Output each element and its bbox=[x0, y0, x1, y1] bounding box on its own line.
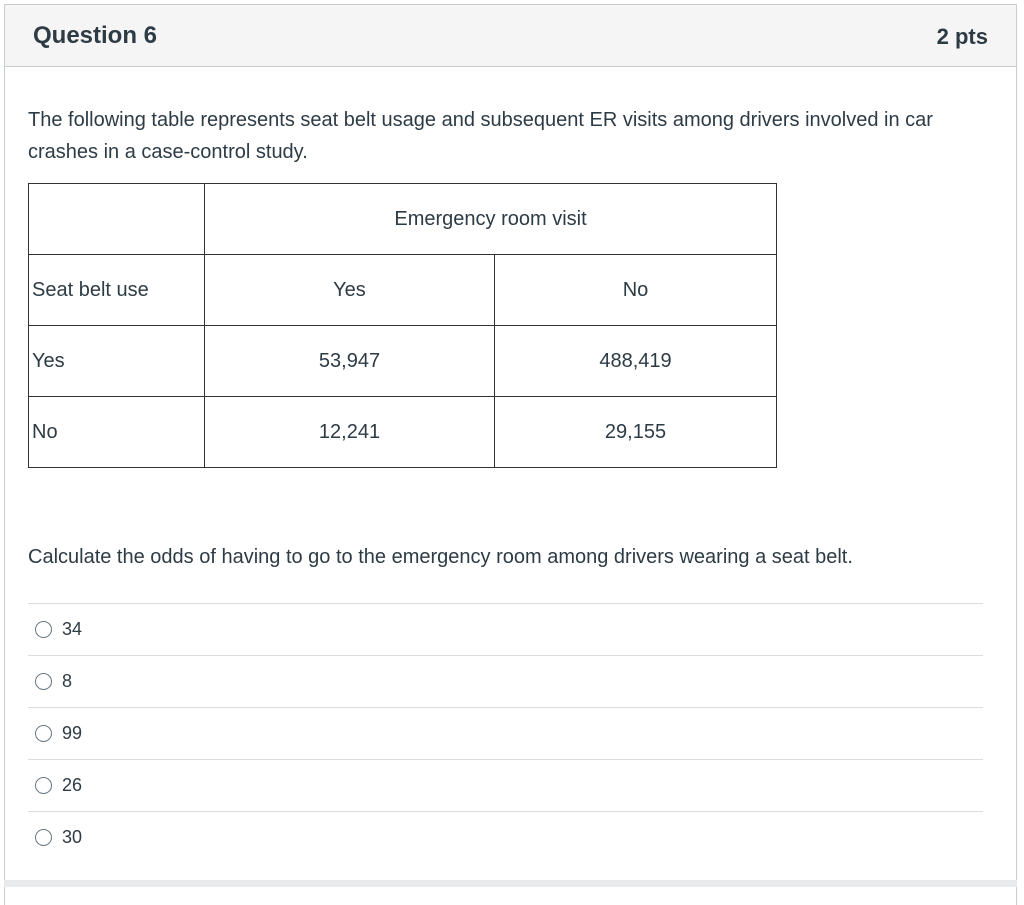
table-row bbox=[29, 255, 777, 326]
radio-button[interactable] bbox=[35, 621, 52, 638]
table-row bbox=[29, 397, 777, 468]
question-prompt: The following table represents seat belt usage and subsequent ER visits among drivers involved in car crashes in a case-control study. bbox=[28, 109, 933, 163]
answer-label: 26 bbox=[62, 775, 83, 795]
answer-option-3[interactable] bbox=[28, 707, 983, 759]
data-table bbox=[28, 183, 777, 468]
table-col-header-no: No bbox=[495, 255, 777, 326]
table-row-header: Seat belt use bbox=[29, 255, 205, 326]
question-points: 2 pts bbox=[936, 24, 988, 49]
question-title: Question 6 bbox=[33, 22, 158, 49]
table-col-header-yes: Yes bbox=[205, 255, 495, 326]
answer-label: 30 bbox=[62, 827, 83, 847]
question-header bbox=[5, 5, 1016, 67]
question-ask: Calculate the odds of having to go to the emergency room among drivers wearing a seat belt. bbox=[28, 546, 853, 568]
radio-button[interactable] bbox=[35, 777, 52, 794]
answer-option-1[interactable] bbox=[28, 603, 983, 655]
table-cell: 488,419 bbox=[495, 326, 777, 397]
table-cell: 29,155 bbox=[495, 397, 777, 468]
table-group-header: Emergency room visit bbox=[205, 184, 777, 255]
answer-label: 99 bbox=[62, 723, 83, 743]
table-row bbox=[29, 326, 777, 397]
table-row-label: Yes bbox=[29, 326, 205, 397]
answer-option-2[interactable] bbox=[28, 655, 983, 707]
answer-label: 34 bbox=[62, 619, 83, 639]
answer-label: 8 bbox=[62, 671, 73, 691]
answer-option-4[interactable] bbox=[28, 759, 983, 811]
table-row bbox=[29, 184, 777, 255]
bottom-divider bbox=[4, 880, 1017, 887]
radio-button[interactable] bbox=[35, 725, 52, 742]
table-cell-empty bbox=[29, 184, 205, 255]
answer-list bbox=[28, 603, 983, 863]
radio-button[interactable] bbox=[35, 673, 52, 690]
table-cell: 53,947 bbox=[205, 326, 495, 397]
radio-button[interactable] bbox=[35, 829, 52, 846]
answer-option-5[interactable] bbox=[28, 811, 983, 863]
table-row-label: No bbox=[29, 397, 205, 468]
table-cell: 12,241 bbox=[205, 397, 495, 468]
